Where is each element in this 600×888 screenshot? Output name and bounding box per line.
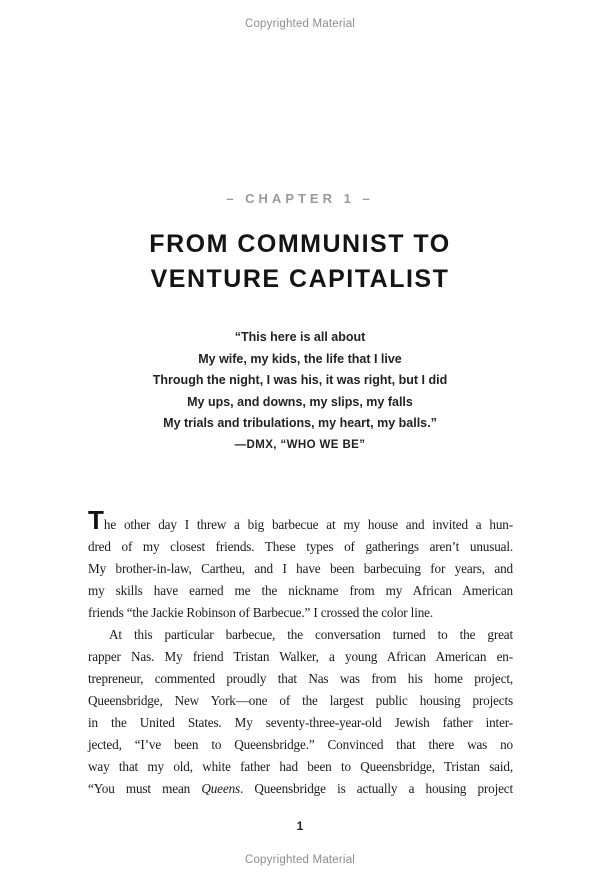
body-line: friends “the Jackie Robinson of Barbecue.” I crossed the color line. bbox=[88, 605, 434, 620]
body-line: rapper Nas. My friend Tristan Walker, a young African American en- bbox=[88, 649, 513, 664]
epigraph-line: “This here is all about bbox=[234, 330, 366, 344]
chapter-title-line-2: VENTURE CAPITALIST bbox=[150, 265, 450, 293]
body-line: way that my old, white father had been to Queensbridge, Tristan said, bbox=[88, 759, 513, 774]
epigraph bbox=[0, 327, 600, 457]
page-number: 1 bbox=[296, 819, 304, 833]
body-line: jected, “I’ve been to Queensbridge.” Convinced that there was no bbox=[88, 737, 513, 752]
body-line: my skills have earned me the nickname from my African American bbox=[88, 583, 513, 598]
epigraph-line: My ups, and downs, my slips, my falls bbox=[187, 394, 413, 409]
chapter-title bbox=[0, 227, 600, 297]
body-line bbox=[88, 505, 513, 536]
epigraph-line: Through the night, I was his, it was right, but I did bbox=[152, 373, 448, 387]
copyright-notice-bottom: Copyrighted Material bbox=[244, 854, 356, 866]
body-line: dred of my closest friends. These types of gatherings aren’t unusual. bbox=[88, 539, 513, 554]
body-line: Queensbridge, New York—one of the largest public housing projects bbox=[88, 693, 513, 708]
body-line: My brother-in-law, Cartheu, and I have been barbecuing for years, and bbox=[88, 561, 513, 576]
epigraph-attribution: —DMX, “WHO WE BE” bbox=[234, 439, 366, 451]
paragraph-1 bbox=[88, 505, 513, 624]
drop-cap: T bbox=[88, 505, 104, 535]
body-line: in the United States. My seventy-three-year-old Jewish father inter- bbox=[88, 715, 513, 730]
body-line: At this particular barbecue, the conversation turned to the great bbox=[109, 627, 513, 642]
chapter-label: – CHAPTER 1 – bbox=[226, 191, 374, 206]
body-line: trepreneur, commented proudly that Nas was from his home project, bbox=[88, 671, 513, 686]
paragraph-2 bbox=[88, 624, 513, 800]
body-line bbox=[88, 778, 513, 800]
chapter-title-line-1: FROM COMMUNIST TO bbox=[149, 230, 451, 258]
epigraph-line: My trials and tribulations, my heart, my balls.” bbox=[163, 416, 437, 430]
epigraph-line: My wife, my kids, the life that I live bbox=[198, 351, 402, 366]
body-text bbox=[88, 505, 514, 800]
copyright-notice-top: Copyrighted Material bbox=[244, 18, 356, 30]
body-line-text: . Queensbridge is actually a housing project bbox=[240, 781, 514, 796]
body-line-text: “You must mean bbox=[88, 781, 202, 796]
body-line-text: he other day I threw a big barbecue at my house and invited a hun- bbox=[103, 517, 513, 532]
italic-word: Queens bbox=[201, 781, 241, 796]
